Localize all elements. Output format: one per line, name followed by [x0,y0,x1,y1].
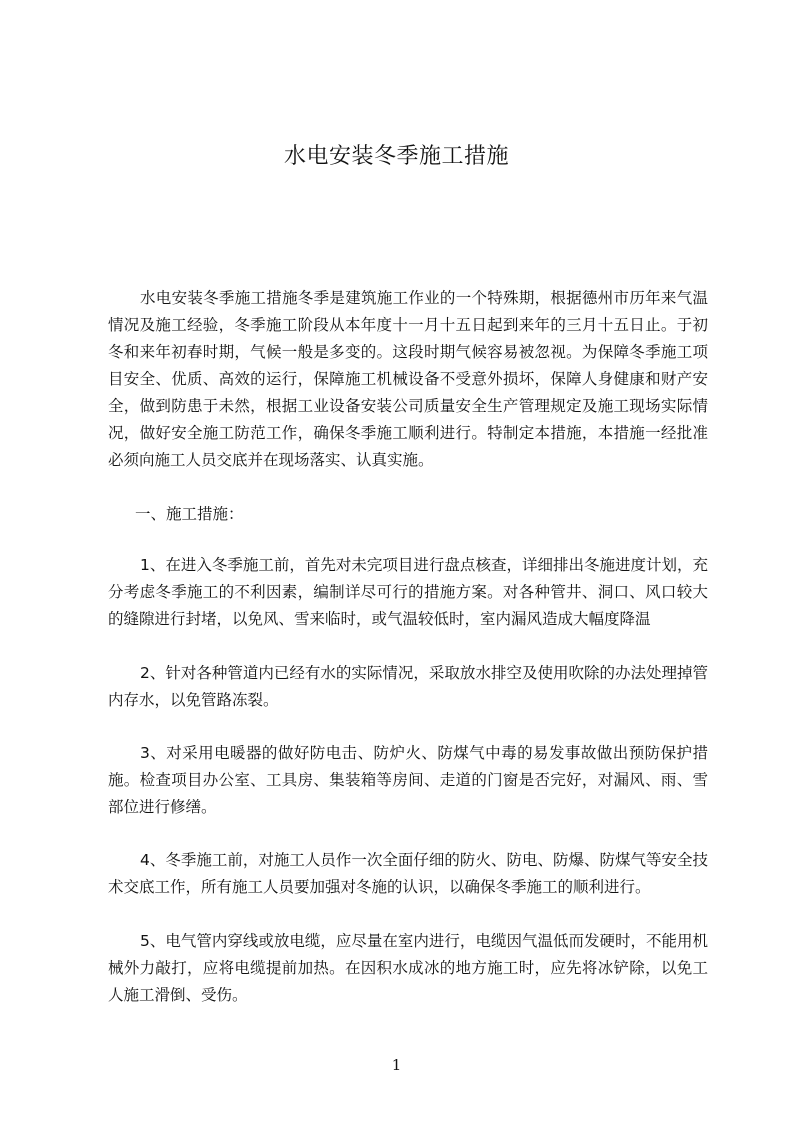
measure-paragraph-3: 3、对采用电暖器的做好防电击、防炉火、防煤气中毒的易发事故做出预防保护措施。检查项目办公室、工具房、集装箱等房间、走道的门窗是否完好，对漏风、雨、雪部位进行修缮。 [108,744,708,816]
measure-paragraph-5: 5、电气管内穿线或放电缆，应尽量在室内进行，电缆因气温低而发硬时，不能用机械外力敲打，应将电缆提前加热。在因积水成冰的地方施工时，应先将冰铲除，以免工人施工滑倒、受伤。 [108,932,708,1004]
measure-paragraph-4: 4、冬季施工前，对施工人员作一次全面仔细的防火、防电、防爆、防煤气等安全技术交底工作，所有施工人员要加强对冬施的认识，以确保冬季施工的顺利进行。 [108,851,708,896]
measure-paragraph-2: 2、针对各种管道内已经有水的实际情况，采取放水排空及使用吹除的办法处理掉管内存水，以免管路冻裂。 [108,664,708,709]
measure-paragraph-1: 1、在进入冬季施工前，首先对未完项目进行盘点核查，详细排出冬施进度计划，充分考虑冬季施工的不利因素，编制详尽可行的措施方案。对各种管井、洞口、风口较大的缝隙进行封堵，以免风、雪来临时，或气温较低时，室内漏风造成大幅度降温 [108,556,708,628]
page-number: 1 [391,1056,402,1074]
intro-paragraph: 水电安装冬季施工措施冬季是建筑施工作业的一个特殊期，根据德州市历年来气温情况及施工经验，冬季施工阶段从本年度十一月十五日起到来年的三月十五日止。于初冬和来年初春时期，气候一般是多变的。这段时期气候容易被忽视。为保障冬季施工项目安全、优质、高效的运行，保障施工机械设备不受意外损坏，保障人身健康和财产安全，做到防患于未然，根据工业设备安装公司质量安全生产管理规定及施工现场实际情况，做好安全施工防范工作，确保冬季施工顺利进行。特制定本措施，本措施一经批准必须向施工人员交底并在现场落实、认真实施。 [108,289,708,469]
section-heading: 一、施工措施： [135,505,244,523]
document-title: 水电安装冬季施工措施 [283,144,509,169]
